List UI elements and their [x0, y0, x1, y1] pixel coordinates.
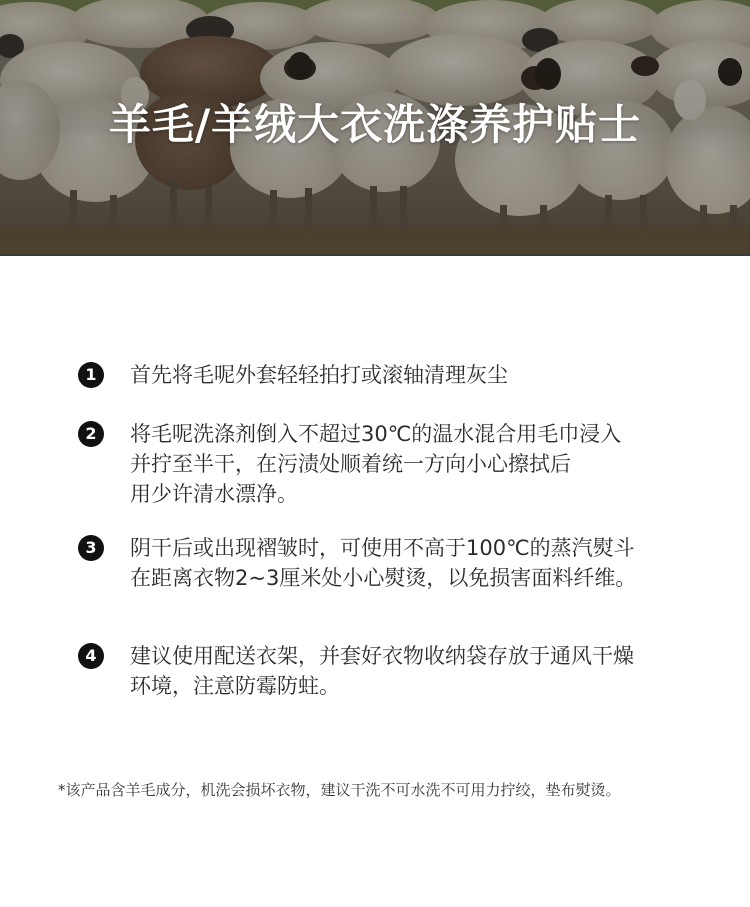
tip-line: 用少许清水漂净。	[130, 482, 298, 506]
tip-line: 并拧至半干，在污渍处顺着统一方向小心擦拭后	[130, 452, 571, 476]
step-number-badge: 2	[78, 421, 104, 447]
tip-line: 首先将毛呢外套轻轻拍打或滚轴清理灰尘	[130, 363, 508, 387]
step-number-badge: 1	[78, 362, 104, 388]
tip-text	[130, 419, 690, 509]
tip-line: 环境，注意防霉防蛀。	[130, 674, 340, 698]
banner-divider	[0, 254, 750, 256]
tip-text	[130, 533, 690, 593]
hero-banner	[0, 0, 750, 256]
tip-text	[130, 360, 690, 390]
tip-text	[130, 641, 690, 701]
banner-title: 羊毛/羊绒大衣洗涤养护贴士	[108, 100, 642, 149]
step-number-badge: 4	[78, 643, 104, 669]
tip-line: 将毛呢洗涤剂倒入不超过30℃的温水混合用毛巾浸入	[130, 422, 622, 446]
tip-line: 在距离衣物2~3厘米处小心熨烫，以免损害面料纤维。	[130, 566, 637, 590]
tip-line: 建议使用配送衣架，并套好衣物收纳袋存放于通风干燥	[130, 644, 634, 668]
tip-line: 阴干后或出现褶皱时，可使用不高于100℃的蒸汽熨斗	[130, 536, 635, 560]
step-number-badge: 3	[78, 535, 104, 561]
footnote-disclaimer: *该产品含羊毛成分，机洗会损坏衣物，建议干洗不可水洗不可用力拧绞，垫布熨烫。	[58, 781, 621, 799]
